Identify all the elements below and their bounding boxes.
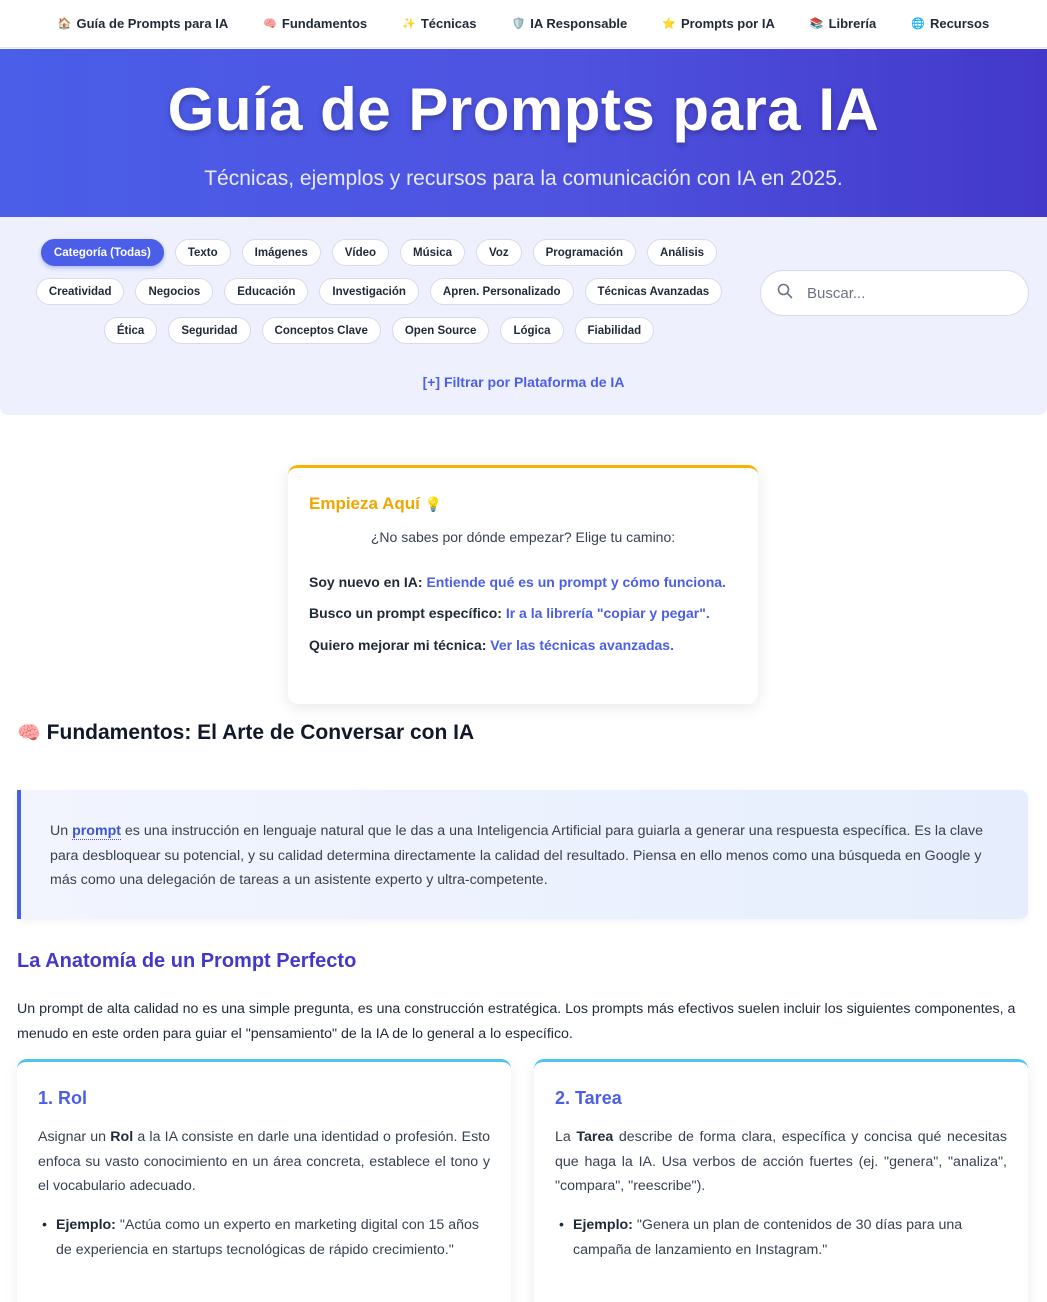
chip-negocios[interactable]: Negocios	[135, 278, 213, 305]
example-item	[555, 1213, 1007, 1262]
card-description	[38, 1125, 490, 1199]
chip-open-source[interactable]: Open Source	[392, 317, 490, 344]
example-label: Ejemplo:	[56, 1217, 116, 1233]
callout-text-pre: Un	[50, 823, 69, 839]
chip-conceptos-clave[interactable]: Conceptos Clave	[262, 317, 381, 344]
component-card-tarea	[534, 1059, 1028, 1302]
desc-post: describe de forma clara, específica y concisa qué necesitas que haga la IA. Usa verbos de acción fuertes (ej. "genera", "analiza", "compara", "reescribe").	[555, 1129, 1007, 1194]
search-box	[760, 270, 1029, 316]
path-label: Soy nuevo en IA:	[309, 574, 423, 590]
prompt-definition-callout	[17, 790, 1028, 919]
nav-link-ia-responsable[interactable]	[512, 16, 628, 31]
chip-row	[0, 317, 758, 344]
desc-pre: Asignar un	[38, 1129, 107, 1145]
hero-banner	[0, 49, 1047, 217]
chip-fiabilidad[interactable]: Fiabilidad	[575, 317, 655, 344]
chip-educacion[interactable]: Educación	[224, 278, 308, 305]
example-label: Ejemplo:	[573, 1217, 633, 1233]
nav-link-recursos[interactable]	[911, 16, 989, 31]
callout-text-post: es una instrucción en lenguaje natural que le das a una Inteligencia Artificial para guiarla a generar una respuesta específica. Es la clave para desbloquear su potencial, y su calidad determina directamente la calidad del resultado. Piensa en ello menos como una búsqueda en Google y más como una delegación de tareas a un asistente experto y ultra-competente.	[50, 823, 984, 888]
desc-pre: La	[555, 1129, 571, 1145]
nav-label: IA Responsable	[530, 16, 628, 31]
page-title: Guía de Prompts para IA	[167, 76, 880, 143]
section-title-text: Fundamentos: El Arte de Conversar con IA	[46, 721, 475, 744]
chip-voz[interactable]: Voz	[476, 239, 522, 266]
filter-panel	[0, 217, 1047, 415]
start-here-label: Empieza Aquí	[309, 494, 420, 513]
card-title: 2. Tarea	[555, 1088, 622, 1108]
nav-label: Técnicas	[420, 16, 477, 31]
chip-etica[interactable]: Ética	[104, 317, 158, 344]
nav-label: Fundamentos	[281, 16, 368, 31]
card-title: 1. Rol	[38, 1088, 88, 1108]
books-icon: 📚	[809, 18, 824, 30]
star-icon: ⭐	[662, 18, 676, 30]
desc-keyword: Tarea	[576, 1129, 614, 1145]
nav-link-prompts-por-ia[interactable]	[662, 16, 775, 31]
sparkles-icon: ✨	[402, 18, 416, 30]
chip-musica[interactable]: Música	[400, 239, 465, 266]
path-link-advanced-techniques[interactable]: Ver las técnicas avanzadas.	[490, 637, 674, 653]
chip-category-all[interactable]: Categoría (Todas)	[41, 239, 164, 266]
prompt-keyword-tooltip[interactable]: prompt	[72, 823, 121, 839]
chip-creatividad[interactable]: Creatividad	[36, 278, 125, 305]
nav-link-fundamentos[interactable]	[263, 16, 367, 31]
nav-label: Prompts por IA	[680, 16, 775, 31]
chip-investigacion[interactable]: Investigación	[319, 278, 419, 305]
card-description	[555, 1125, 1007, 1199]
path-item	[309, 605, 710, 621]
chip-analisis[interactable]: Análisis	[647, 239, 717, 266]
top-nav	[0, 0, 1047, 48]
nav-label: Recursos	[929, 16, 990, 31]
path-item	[309, 637, 674, 653]
nav-link-libreria[interactable]	[810, 16, 876, 31]
platform-filter-toggle[interactable]: [+] Filtrar por Plataforma de IA	[422, 374, 625, 390]
path-link-new-user[interactable]: Entiende qué es un prompt y cómo funciona.	[426, 574, 726, 590]
lightbulb-icon: 💡	[424, 496, 443, 512]
start-here-intro: ¿No sabes por dónde empezar? Elige tu camino:	[370, 529, 676, 545]
page-subtitle: Técnicas, ejemplos y recursos para la comunicación con IA en 2025.	[204, 167, 843, 190]
brain-icon: 🧠	[263, 18, 277, 30]
chip-programacion[interactable]: Programación	[533, 239, 636, 266]
search-icon	[777, 283, 793, 304]
chip-seguridad[interactable]: Seguridad	[168, 317, 250, 344]
path-link-library[interactable]: Ir a la librería "copiar y pegar".	[505, 605, 710, 621]
path-label: Busco un prompt específico:	[309, 605, 502, 621]
start-here-title	[309, 494, 442, 514]
nav-link-tecnicas[interactable]	[402, 16, 476, 31]
desc-post: a la IA consiste en darle una identidad o profesión. Esto enfoca su vasto conocimiento en un área concreta, establece el tono y el vocabulario adecuado.	[38, 1129, 490, 1194]
example-item	[38, 1213, 490, 1262]
shield-icon: 🛡️	[511, 18, 526, 30]
chip-row	[0, 239, 758, 266]
component-card-rol	[17, 1059, 511, 1302]
nav-label: Guía de Prompts para IA	[76, 16, 229, 31]
nav-label: Librería	[828, 16, 877, 31]
search-input[interactable]	[807, 285, 1007, 302]
example-list	[38, 1213, 490, 1262]
path-item	[309, 574, 726, 590]
chip-video[interactable]: Vídeo	[332, 239, 389, 266]
brain-icon: 🧠	[17, 723, 41, 744]
anatomy-lead: Un prompt de alta calidad no es una simple pregunta, es una construcción estratégica. Los prompts más efectivos suelen incluir los siguientes componentes, a menudo en este orden para guiar el "pensamiento" de la IA de lo general a lo específico.	[17, 1001, 1016, 1042]
chip-imagenes[interactable]: Imágenes	[242, 239, 321, 266]
category-chips	[0, 239, 758, 356]
start-here-card	[288, 465, 758, 704]
example-text: "Genera un plan de contenidos de 30 días para una campaña de lanzamiento en Instagram."	[573, 1217, 963, 1258]
section-title	[17, 721, 474, 745]
desc-keyword: Rol	[110, 1129, 134, 1145]
chip-texto[interactable]: Texto	[175, 239, 231, 266]
example-text: "Actúa como un experto en marketing digital con 15 años de experiencia en startups tecnológicas de rápido crecimiento."	[56, 1217, 480, 1258]
chip-row	[0, 278, 758, 305]
chip-tecnicas-avanzadas[interactable]: Técnicas Avanzadas	[585, 278, 723, 305]
path-label: Quiero mejorar mi técnica:	[309, 637, 487, 653]
chip-logica[interactable]: Lógica	[500, 317, 563, 344]
home-icon: 🏠	[57, 18, 72, 30]
globe-icon: 🌐	[911, 18, 925, 30]
example-list	[555, 1213, 1007, 1262]
nav-link-home[interactable]	[58, 16, 228, 31]
anatomy-title: La Anatomía de un Prompt Perfecto	[17, 950, 357, 972]
chip-aprendizaje-personalizado[interactable]: Apren. Personalizado	[430, 278, 574, 305]
